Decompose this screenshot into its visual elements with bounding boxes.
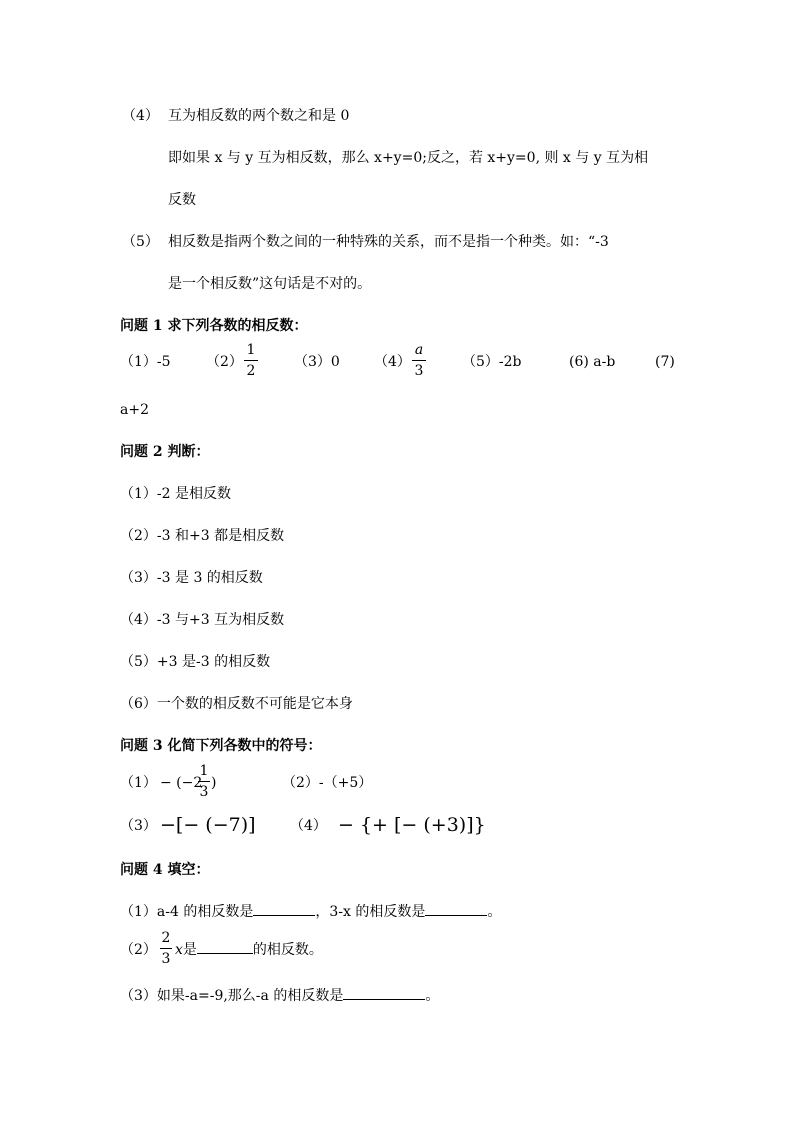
fraction-denominator: 3	[199, 784, 209, 800]
q3-item-3-expression: −[− (−7)]	[160, 814, 256, 836]
point-5-line2: 是一个相反数”这句话是不对的。	[168, 276, 372, 292]
q4-item-2-rest	[175, 943, 323, 957]
q4-item-2-part-a: 是	[182, 942, 197, 958]
q3-item-1-label: （1）	[120, 775, 157, 791]
q4-item-1-part-b: ，3-x 的相反数是	[315, 904, 426, 920]
q1-item-7-wrap: a+2	[120, 402, 149, 418]
q1-item-2-fraction	[244, 343, 258, 378]
fraction-numerator: a	[414, 342, 424, 358]
fraction-numerator: 2	[161, 930, 171, 946]
q1-item-7-label: (7)	[655, 354, 675, 370]
q3-item-1-expr-start: − (−2	[160, 775, 203, 791]
q4-item-2-fraction	[160, 931, 172, 966]
fraction-bar	[198, 781, 210, 782]
question-1-title: 问题 1 求下列各数的相反数：	[120, 318, 308, 334]
q1-item-5: （5）-2b	[462, 354, 522, 370]
q2-item-2: （2）-3 和+3 都是相反数	[120, 528, 285, 544]
fraction-numerator: 1	[199, 763, 209, 779]
q3-item-2: （2）-（+5）	[282, 775, 373, 791]
point-5-number: （5）	[122, 234, 159, 250]
fraction-bar	[244, 360, 258, 361]
q4-item-1	[120, 905, 501, 919]
fraction-bar	[412, 360, 426, 361]
q2-item-6: （6）一个数的相反数不可能是它本身	[120, 696, 353, 712]
q3-item-1-expr-end: )	[211, 775, 217, 791]
answer-blank-1[interactable]	[253, 915, 315, 916]
q2-item-3: （3）-3 是 3 的相反数	[120, 570, 263, 586]
q4-item-3-end: 。	[425, 988, 440, 1004]
point-4-number: （4）	[122, 108, 159, 124]
q3-item-1-fraction	[198, 764, 210, 799]
q3-item-3-label: （3）	[120, 818, 157, 834]
question-4-title: 问题 4 填空：	[120, 862, 210, 878]
q1-item-6: (6) a-b	[569, 354, 616, 370]
q4-item-2-label: （2）	[120, 942, 157, 958]
fraction-bar	[160, 948, 172, 949]
q2-item-1: （1）-2 是相反数	[120, 486, 231, 502]
q3-item-4-label: （4）	[290, 818, 327, 834]
q1-item-4-label: （4）	[374, 354, 411, 370]
q1-item-2-label: （2）	[206, 354, 243, 370]
q1-item-3: （3）0	[294, 354, 340, 370]
fraction-numerator: 1	[246, 342, 256, 358]
q2-item-4: （4）-3 与+3 互为相反数	[120, 612, 285, 628]
answer-blank-3[interactable]	[197, 953, 253, 954]
q4-item-3-part-a: （3）如果-a=-9,那么-a 的相反数是	[120, 988, 344, 1004]
fraction-denominator: 3	[414, 363, 424, 379]
answer-blank-4[interactable]	[343, 999, 425, 1000]
q1-item-1: （1）-5	[120, 354, 171, 370]
point-4-text: 互为相反数的两个数之和是 0	[168, 108, 350, 124]
fraction-denominator: 3	[161, 951, 171, 967]
point-5-line1: 相反数是指两个数之间的一种特殊的关系，而不是指一个种类。如：“-3	[168, 234, 609, 250]
point-4-line3: 反数	[168, 192, 196, 208]
q4-item-3	[120, 989, 439, 1003]
q4-item-1-end: 。	[487, 904, 502, 920]
point-4-line2: 即如果 x 与 y 互为相反数，那么 x+y=0;反之，若 x+y=0, 则 x 与 y 互为相	[168, 150, 649, 166]
fraction-denominator: 2	[246, 363, 256, 379]
answer-blank-2[interactable]	[425, 915, 487, 916]
question-2-title: 问题 2 判断：	[120, 444, 210, 460]
q4-item-1-part-a: （1）a-4 的相反数是	[120, 904, 254, 920]
question-3-title: 问题 3 化简下列各数中的符号：	[120, 738, 322, 754]
q2-item-5: （5）+3 是-3 的相反数	[120, 654, 271, 670]
variable-x: x	[175, 942, 183, 958]
q3-item-4-expression: − {+ [− (+3)]}	[338, 814, 486, 836]
q4-item-2-part-b: 的相反数。	[252, 942, 323, 958]
q1-item-4-fraction	[412, 343, 426, 378]
